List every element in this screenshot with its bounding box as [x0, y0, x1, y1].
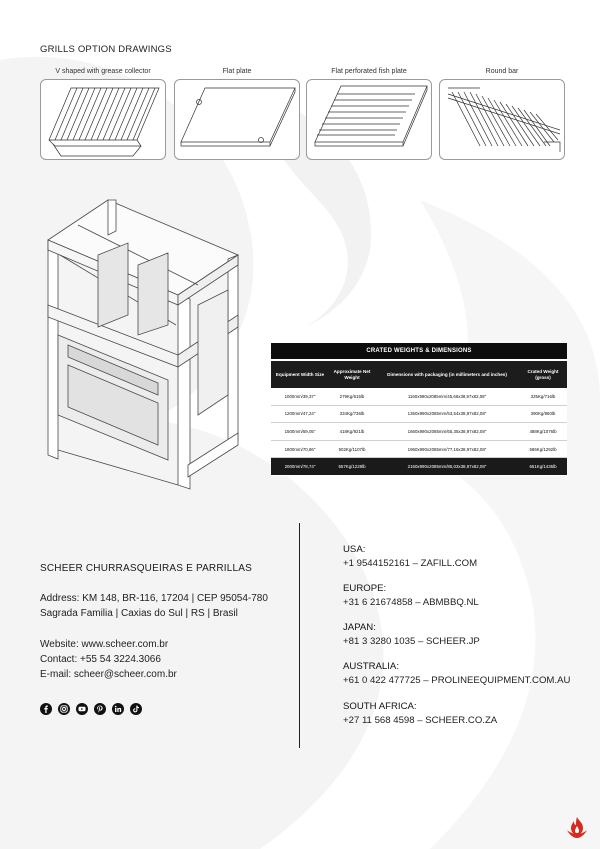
table-cell: 1200mm/47,24": [271, 405, 329, 423]
address-line-1: Address: KM 148, BR-116, 17204 | CEP 95054-780: [40, 593, 268, 604]
tiktok-icon[interactable]: [130, 703, 142, 715]
table-cell: 325Kg/716lb: [519, 388, 567, 405]
grill-option-label-fish-plate: Flat perforated fish plate: [331, 68, 407, 75]
table-cell: 1660x990x2085mm/65,35x38,97x82,08": [375, 423, 519, 441]
table-cell: 334Kg/736lb: [329, 405, 375, 423]
grill-option-flat-plate: [174, 79, 300, 160]
table-cell: 502Kg/1107lb: [329, 440, 375, 458]
region-detail-south-africa[interactable]: +27 11 568 4598 – SCHEER.CO.ZA: [343, 715, 498, 726]
table-row: [271, 388, 567, 405]
grill-option-label-flat-plate: Flat plate: [222, 68, 252, 75]
contact-phone: Contact: +55 54 3224.3066: [40, 654, 161, 665]
table-cell: 2160x990x2085mm/85,03x38,97x82,08": [375, 458, 519, 476]
crate-table: [271, 359, 567, 476]
email-link[interactable]: E-mail: scheer@scheer.com.br: [40, 669, 177, 680]
grill-option-label-v-shaped: V shaped with grease collector: [55, 68, 151, 75]
table-title: CRATED WEIGHTS & DIMENSIONS: [271, 343, 567, 359]
perforated-fish-plate-icon: [307, 80, 431, 159]
table-cell: 390Kg/860lb: [519, 405, 567, 423]
table-cell: 1360x990x2085mm/53,54x38,97x82,08": [375, 405, 519, 423]
region-name-japan: JAPAN:: [343, 622, 376, 633]
table-cell: 1000mm/39,37": [271, 388, 329, 405]
table-row: [271, 423, 567, 441]
table-cell: 1800mm/70,86": [271, 440, 329, 458]
flame-logo-icon: [565, 816, 589, 840]
grill-option-fish-plate: [306, 79, 432, 160]
region-detail-europe[interactable]: +31 6 21674858 – ABMBBQ.NL: [343, 597, 479, 608]
region-name-usa: USA:: [343, 544, 366, 555]
table-cell: 651Kg/1435lb: [519, 458, 567, 476]
column-header: Approximate Net Weight: [329, 360, 375, 388]
region-name-australia: AUSTRALIA:: [343, 661, 399, 672]
linkedin-icon[interactable]: [112, 703, 124, 715]
round-bar-grill-icon: [440, 80, 564, 159]
region-name-south-africa: SOUTH AFRICA:: [343, 701, 417, 712]
grill-option-v-shaped: [40, 79, 166, 160]
table-cell: 1500mm/59,05": [271, 423, 329, 441]
table-row: [271, 405, 567, 423]
table-row: [271, 458, 567, 476]
facebook-icon[interactable]: [40, 703, 52, 715]
pinterest-icon[interactable]: [94, 703, 106, 715]
table-cell: 586Kg/1292lb: [519, 440, 567, 458]
column-header: Equipment Width Size: [271, 360, 329, 388]
table-cell: 557Kg/1228lb: [329, 458, 375, 476]
grills-section-title: GRILLS OPTION DRAWINGS: [40, 44, 172, 55]
crate-drawing: [38, 195, 248, 495]
youtube-icon[interactable]: [76, 703, 88, 715]
grill-option-round-bar: [439, 79, 565, 160]
address-line-2: Sagrada Familia | Caxias do Sul | RS | Brasil: [40, 608, 238, 619]
website-link[interactable]: Website: www.scheer.com.br: [40, 639, 169, 650]
table-cell: 418Kg/921lb: [329, 423, 375, 441]
grill-option-label-round-bar: Round bar: [485, 68, 519, 75]
region-detail-australia[interactable]: +61 0 422 477725 – PROLINEEQUIPMENT.COM.AU: [343, 675, 571, 686]
table-cell: 279Kg/615lb: [329, 388, 375, 405]
table-cell: 2000mm/78,74": [271, 458, 329, 476]
table-cell: 488Kg/1076lb: [519, 423, 567, 441]
region-detail-usa[interactable]: +1 9544152161 – ZAFILL.COM: [343, 558, 478, 569]
crated-weights-table: [271, 343, 567, 476]
vertical-divider: [299, 523, 300, 748]
table-cell: 1160x990x2085mm/45,66x38,97x82,08": [375, 388, 519, 405]
region-name-europe: EUROPE:: [343, 583, 387, 594]
region-detail-japan[interactable]: +81 3 3280 1035 – SCHEER.JP: [343, 636, 480, 647]
flat-plate-grill-icon: [175, 80, 299, 159]
v-shaped-grill-icon: [41, 80, 165, 159]
table-row: [271, 440, 567, 458]
column-header: Dimensions with packaging (in millimeters and inches): [375, 360, 519, 388]
instagram-icon[interactable]: [58, 703, 70, 715]
company-name: SCHEER CHURRASQUEIRAS E PARRILLAS: [40, 563, 253, 574]
column-header: Crated Weight (gross): [519, 360, 567, 388]
table-cell: 1960x990x2085mm/77,16x38,97x82,08": [375, 440, 519, 458]
